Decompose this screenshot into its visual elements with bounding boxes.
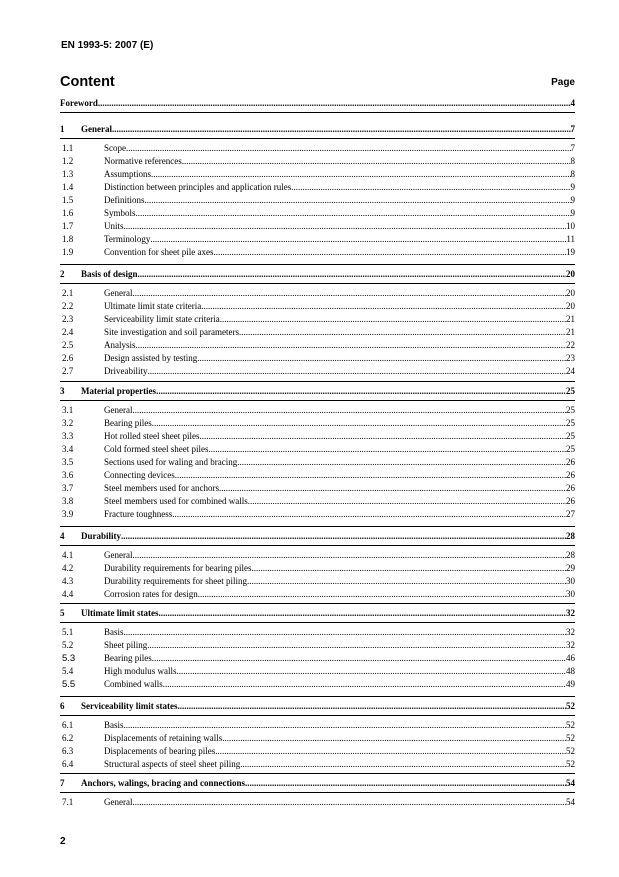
toc-entry-page: 22 [566, 340, 575, 350]
toc-entry-title: Material properties [81, 386, 157, 396]
toc-entry-3-2[interactable] [60, 417, 575, 429]
toc-entry-title: Combined walls [104, 679, 163, 689]
toc-entry-title: Foreword [60, 98, 98, 108]
toc-entry-page: 25 [566, 418, 575, 428]
toc-entry-4-1[interactable] [60, 549, 575, 561]
toc-leader-dots [156, 385, 566, 397]
toc-entry-title: Distinction between principles and application rules [104, 182, 292, 192]
toc-leader-dots [213, 246, 566, 258]
toc-entry-6-2[interactable] [60, 732, 575, 744]
toc-entry-page: 4 [570, 98, 575, 108]
page-column-label: Page [551, 77, 575, 88]
toc-entry-number: 3.3 [62, 431, 74, 441]
toc-entry-page: 27 [566, 509, 575, 519]
toc-entry-page: 52 [566, 746, 575, 756]
toc-entry-number: 1 [60, 124, 65, 134]
toc-entry-6-4[interactable] [60, 758, 575, 770]
toc-section-6[interactable] [60, 700, 575, 712]
toc-leader-dots [112, 123, 571, 135]
toc-leader-dots [177, 700, 566, 712]
toc-entry-page: 52 [566, 720, 575, 730]
toc-entry-page: 20 [566, 301, 575, 311]
toc-entry-page: 49 [566, 679, 575, 689]
toc-entry-number: 1.9 [62, 247, 74, 257]
toc-entry-title: Ultimate limit states [81, 608, 159, 618]
document-header: EN 1993-5: 2007 (E) [61, 40, 154, 51]
toc-entry-title: Hot rolled steel sheet piles [104, 431, 200, 441]
toc-entry-page: 28 [566, 550, 575, 560]
toc-leader-dots [222, 732, 566, 744]
toc-entry-number: 1.3 [62, 169, 74, 179]
toc-entry-page: 26 [566, 470, 575, 480]
toc-entry-title: Ultimate limit state criteria [104, 301, 202, 311]
toc-entry-number: 6.1 [62, 720, 74, 730]
toc-entry-number: 4.3 [62, 576, 74, 586]
toc-entry-page: 9 [570, 182, 575, 192]
toc-entry-page: 26 [566, 457, 575, 467]
toc-leader-dots [201, 300, 566, 312]
content-title: Content [60, 74, 115, 90]
toc-entry-title: Analysis [104, 340, 136, 350]
toc-entry-4-3[interactable] [60, 575, 575, 587]
section-separator [60, 603, 575, 604]
toc-entry-title: Convention for sheet pile axes [104, 247, 214, 257]
toc-entry-2-5[interactable] [60, 339, 575, 351]
section-separator [60, 545, 575, 546]
toc-section-2[interactable] [60, 268, 575, 280]
toc-leader-dots [124, 719, 566, 731]
toc-entry-page: 52 [566, 733, 575, 743]
toc-entry-number: 2.7 [62, 366, 74, 376]
toc-entry-page: 32 [566, 640, 575, 650]
toc-entry-title: Basis [104, 627, 124, 637]
toc-entry-number: 6.4 [62, 759, 74, 769]
toc-entry-number: 7 [60, 778, 65, 788]
toc-entry-1-3[interactable] [60, 168, 575, 180]
toc-leader-dots [150, 233, 566, 245]
toc-entry-3-5[interactable] [60, 456, 575, 468]
toc-entry-1-9[interactable] [60, 246, 575, 258]
toc-entry-title: Connecting devices [104, 470, 175, 480]
toc-entry-title: Displacements of bearing piles [104, 746, 216, 756]
toc-entry-number: 2.6 [62, 353, 74, 363]
toc-entry-5-1[interactable] [60, 626, 575, 638]
toc-entry-number: 3.7 [62, 483, 74, 493]
section-separator [60, 526, 575, 527]
toc-entry-number: 5.3 [62, 653, 76, 664]
toc-leader-dots [239, 326, 566, 338]
toc-entry-title: Assumptions [104, 169, 152, 179]
toc-entry-title: Normative references [104, 156, 182, 166]
toc-entry-3-6[interactable] [60, 469, 575, 481]
toc-leader-dots [136, 207, 571, 219]
toc-entry-page: 11 [566, 234, 575, 244]
toc-entry-number: 6.2 [62, 733, 74, 743]
toc-entry-number: 2.2 [62, 301, 74, 311]
toc-leader-dots [247, 575, 566, 587]
toc-entry-title: Definitions [104, 195, 145, 205]
toc-section-3[interactable] [60, 385, 575, 397]
toc-entry-number: 1.4 [62, 182, 74, 192]
toc-leader-dots [220, 313, 566, 325]
toc-leader-dots [215, 745, 566, 757]
toc-leader-dots [148, 365, 567, 377]
toc-entry-number: 1.1 [62, 143, 74, 153]
toc-leader-dots [177, 665, 566, 677]
toc-leader-dots [248, 495, 566, 507]
toc-leader-dots [208, 443, 566, 455]
toc-leader-dots [199, 430, 566, 442]
section-separator [60, 400, 575, 401]
toc-entry-page: 21 [566, 327, 575, 337]
toc-entry-page: 21 [566, 314, 575, 324]
toc-entry-title: Sections used for waling and bracing [104, 457, 238, 467]
toc-section-5[interactable] [60, 607, 575, 619]
toc-entry-number: 6 [60, 701, 65, 711]
toc-entry-page: 9 [570, 208, 575, 218]
toc-entry-title: Units [104, 221, 124, 231]
toc-entry-page: 7 [570, 143, 575, 153]
toc-entry-number: 5.1 [62, 627, 74, 637]
toc-entry-number: 2.4 [62, 327, 74, 337]
section-separator [60, 773, 575, 774]
toc-entry-number: 2.3 [62, 314, 74, 324]
toc-entry-page: 7 [570, 124, 575, 134]
toc-entry-2-7[interactable] [60, 365, 575, 377]
toc-entry-1-8[interactable] [60, 233, 575, 245]
toc-leader-dots [172, 508, 566, 520]
toc-entry-page: 25 [566, 431, 575, 441]
toc-entry-page: 25 [566, 386, 575, 396]
toc-entry-number: 5 [60, 608, 65, 618]
toc-entry-2-2[interactable] [60, 300, 575, 312]
section-separator [60, 112, 575, 113]
section-separator [60, 696, 575, 697]
toc-leader-dots [175, 469, 566, 481]
toc-entry-title: Symbols [104, 208, 136, 218]
toc-entry-page: 19 [566, 247, 575, 257]
toc-leader-dots [145, 194, 571, 206]
section-separator [60, 283, 575, 284]
toc-entry-title: Basis of design [81, 269, 138, 279]
toc-entry-number: 4.1 [62, 550, 74, 560]
toc-entry-number: 4.2 [62, 563, 74, 573]
toc-leader-dots [121, 530, 566, 542]
toc-entry-title: Cold formed steel sheet piles [104, 444, 209, 454]
section-separator [60, 792, 575, 793]
toc-leader-dots [136, 339, 567, 351]
section-separator [60, 264, 575, 265]
toc-entry-number: 1.6 [62, 208, 74, 218]
toc-entry-title: Bearing piles [104, 418, 152, 428]
toc-entry-6-1[interactable] [60, 719, 575, 731]
toc-entry-number: 3.4 [62, 444, 74, 454]
toc-leader-dots [237, 456, 566, 468]
toc-entry-7-1[interactable] [60, 796, 575, 808]
toc-entry-number: 7.1 [62, 797, 74, 807]
toc-entry-title: Corrosion rates for design [104, 589, 198, 599]
toc-entry-number: 4 [60, 531, 65, 541]
toc-entry-number: 1.5 [62, 195, 74, 205]
toc-leader-dots [240, 758, 566, 770]
toc-entry-page: 52 [566, 759, 575, 769]
toc-entry-number: 3.2 [62, 418, 74, 428]
toc-leader-dots [197, 352, 566, 364]
toc-entry-number: 5.5 [62, 679, 76, 690]
toc-entry-title: Design assisted by testing [104, 353, 198, 363]
toc-entry-page: 10 [566, 221, 575, 231]
toc-leader-dots [291, 181, 570, 193]
toc-entry-2-1[interactable] [60, 287, 575, 299]
toc-entry-3-4[interactable] [60, 443, 575, 455]
toc-leader-dots [147, 639, 566, 651]
toc-entry-page: 24 [566, 366, 575, 376]
toc-entry-page: 25 [566, 444, 575, 454]
toc-entry-number: 2 [60, 269, 65, 279]
toc-entry-title: Steel members used for anchors [104, 483, 219, 493]
toc-section-1[interactable] [60, 123, 575, 135]
toc-leader-dots [182, 155, 571, 167]
toc-entry-number: 5.2 [62, 640, 74, 650]
toc-entry-page: 28 [566, 531, 575, 541]
toc-entry-3-8[interactable] [60, 495, 575, 507]
toc-entry-title: Basis [104, 720, 124, 730]
toc-entry-title: General [104, 550, 133, 560]
toc-entry-3-7[interactable] [60, 482, 575, 494]
section-separator [60, 381, 575, 382]
toc-entry-1-1[interactable] [60, 142, 575, 154]
toc-leader-dots [158, 607, 566, 619]
toc-leader-dots [152, 417, 566, 429]
toc-entry-number: 5.4 [62, 666, 74, 676]
toc-entry-number: 6.3 [62, 746, 74, 756]
toc-entry-number: 3.5 [62, 457, 74, 467]
toc-entry-title: General [81, 124, 112, 134]
toc-entry-title: Sheet piling [104, 640, 148, 650]
toc-entry-1-6[interactable] [60, 207, 575, 219]
toc-leader-dots [126, 142, 571, 154]
toc-section-4[interactable] [60, 530, 575, 542]
toc-leader-dots [132, 796, 566, 808]
toc-entry-5-2[interactable] [60, 639, 575, 651]
toc-entry-page: 54 [566, 797, 575, 807]
toc-entry-number: 3.8 [62, 496, 74, 506]
toc-entry-page: 32 [566, 608, 575, 618]
toc-entry-page: 25 [566, 405, 575, 415]
toc-entry-title: Scope [104, 143, 126, 153]
toc-section-7[interactable] [60, 777, 575, 789]
toc-entry-title: Terminology [104, 234, 151, 244]
toc-entry-title: Serviceability limit state criteria [104, 314, 220, 324]
toc-entry-title: Durability requirements for bearing piles [104, 563, 252, 573]
toc-entry-page: 23 [566, 353, 575, 363]
toc-entry-page: 29 [566, 563, 575, 573]
toc-entry-3-1[interactable] [60, 404, 575, 416]
toc-entry-page: 48 [566, 666, 575, 676]
toc-entry-page: 8 [570, 156, 575, 166]
toc-entry-number: 3.1 [62, 405, 74, 415]
toc-entry-title: Durability [81, 531, 122, 541]
toc-entry-page: 26 [566, 496, 575, 506]
toc-leader-dots [124, 626, 566, 638]
toc-entry-title: Durability requirements for sheet piling [104, 576, 247, 586]
toc-entry-number: 4.4 [62, 589, 74, 599]
toc-entry-title: Site investigation and soil parameters [104, 327, 239, 337]
toc-entry-page: 46 [566, 653, 575, 663]
toc-entry-page: 32 [566, 627, 575, 637]
toc-leader-dots [98, 97, 571, 109]
toc-entry-number: 3.9 [62, 509, 74, 519]
toc-entry-title: High modulus walls [104, 666, 177, 676]
toc-leader-dots [132, 404, 566, 416]
toc-entry-page: 8 [570, 169, 575, 179]
toc-leader-dots [124, 220, 566, 232]
toc-entry-2-6[interactable] [60, 352, 575, 364]
page-number: 2 [60, 836, 66, 847]
toc-entry-page: 9 [570, 195, 575, 205]
section-separator [60, 715, 575, 716]
toc-entry-title: General [104, 797, 133, 807]
toc-entry-page: 20 [566, 288, 575, 298]
toc-entry-number: 1.8 [62, 234, 74, 244]
toc-entry-number: 1.2 [62, 156, 74, 166]
toc-entry-number: 1.7 [62, 221, 74, 231]
toc-entry-4-2[interactable] [60, 562, 575, 574]
toc-entry-foreword[interactable] [60, 97, 575, 109]
toc-entry-title: General [104, 405, 133, 415]
toc-entry-title: Fracture toughness [104, 509, 173, 519]
toc-entry-number: 2.1 [62, 288, 74, 298]
toc-entry-1-5[interactable] [60, 194, 575, 206]
toc-entry-page: 26 [566, 483, 575, 493]
toc-entry-page: 54 [566, 778, 575, 788]
toc-entry-title: General [104, 288, 133, 298]
section-separator [60, 622, 575, 623]
toc-entry-number: 2.5 [62, 340, 74, 350]
toc-entry-title: Steel members used for combined walls [104, 496, 248, 506]
toc-entry-number: 3.6 [62, 470, 74, 480]
toc-entry-3-9[interactable] [60, 508, 575, 520]
toc-entry-title: Displacements of retaining walls [104, 733, 223, 743]
toc-entry-title: Anchors, walings, bracing and connections [81, 778, 246, 788]
toc-entry-title: Bearing piles [104, 653, 152, 663]
toc-leader-dots [219, 482, 566, 494]
toc-entry-title: Driveability [104, 366, 148, 376]
toc-entry-title: Serviceability limit states [81, 701, 178, 711]
toc-entry-3-3[interactable] [60, 430, 575, 442]
toc-entry-title: Structural aspects of steel sheet piling [104, 759, 241, 769]
toc-leader-dots [132, 287, 566, 299]
toc-entry-5-3[interactable] [60, 652, 575, 664]
toc-entry-1-4[interactable] [60, 181, 575, 193]
toc-entry-5-5[interactable] [60, 678, 575, 690]
toc-entry-5-4[interactable] [60, 665, 575, 677]
toc-entry-2-3[interactable] [60, 313, 575, 325]
toc-leader-dots [152, 652, 566, 664]
toc-entry-6-3[interactable] [60, 745, 575, 757]
toc-leader-dots [151, 168, 570, 180]
toc-leader-dots [132, 549, 566, 561]
toc-entry-4-4[interactable] [60, 588, 575, 600]
toc-entry-2-4[interactable] [60, 326, 575, 338]
toc-leader-dots [251, 562, 566, 574]
toc-entry-number: 3 [60, 386, 65, 396]
toc-leader-dots [163, 678, 566, 690]
toc-entry-page: 30 [566, 576, 575, 586]
toc-entry-1-2[interactable] [60, 155, 575, 167]
toc-leader-dots [138, 268, 566, 280]
toc-leader-dots [245, 777, 566, 789]
toc-leader-dots [198, 588, 566, 600]
toc-entry-page: 52 [566, 701, 575, 711]
section-separator [60, 138, 575, 139]
toc-entry-page: 30 [566, 589, 575, 599]
toc-entry-page: 20 [566, 269, 575, 279]
toc-entry-1-7[interactable] [60, 220, 575, 232]
